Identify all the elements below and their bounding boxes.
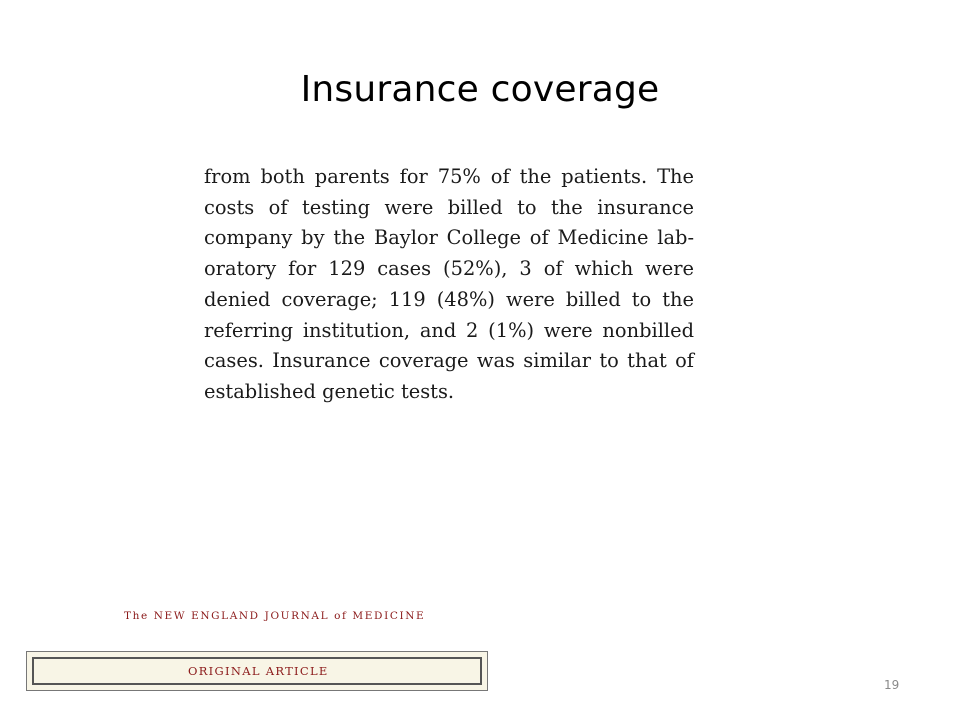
journal-masthead: The NEW ENGLAND JOURNAL of MEDICINE — [124, 610, 426, 622]
slide-title: Insurance coverage — [300, 69, 660, 110]
article-type-label: ORIGINAL ARTICLE — [188, 664, 329, 678]
excerpt-line: cases. Insurance coverage was similar to that of — [204, 349, 694, 373]
excerpt-line: costs of testing were billed to the insurance — [204, 195, 694, 219]
excerpt-line: oratory for 129 cases (52%), 3 of which were — [204, 257, 694, 281]
excerpt-line: referring institution, and 2 (1%) were nonbilled — [204, 318, 694, 342]
article-excerpt — [204, 162, 704, 408]
excerpt-line: established genetic tests. — [204, 379, 455, 403]
excerpt-line: denied coverage; 119 (48%) were billed to the — [204, 287, 694, 311]
page-number: 19 — [884, 678, 900, 692]
excerpt-line: from both parents for 75% of the patients. The — [204, 165, 694, 188]
excerpt-line: company by the Baylor College of Medicine lab- — [204, 226, 694, 250]
